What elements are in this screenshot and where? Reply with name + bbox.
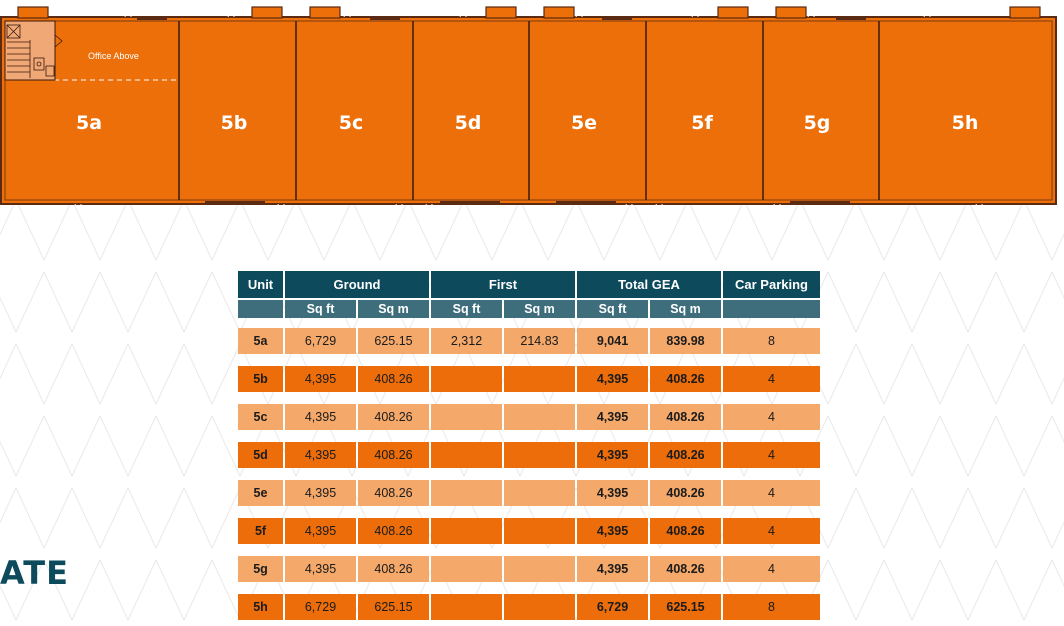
table-row xyxy=(238,366,820,392)
total-sqft-cell: 4,395 xyxy=(577,556,648,582)
header-total-gea: Total GEA xyxy=(577,271,721,298)
unit-cell: 5h xyxy=(238,594,283,620)
parking-cell: 4 xyxy=(723,518,820,544)
parking-cell: 4 xyxy=(723,366,820,392)
ground-sqm-cell: 408.26 xyxy=(358,518,429,544)
total-sqm-cell: 408.26 xyxy=(650,442,721,468)
parking-cell: 4 xyxy=(723,556,820,582)
parking-cell: 4 xyxy=(723,442,820,468)
parking-cell: 4 xyxy=(723,404,820,430)
table-row xyxy=(238,594,820,620)
unit-label-5b: 5b xyxy=(220,112,248,134)
ground-sqft-cell: 6,729 xyxy=(285,594,356,620)
ground-sqm-cell: 408.26 xyxy=(358,480,429,506)
floor-plan xyxy=(0,0,1064,215)
accommodation-schedule-table xyxy=(236,271,822,620)
ground-sqm-cell: 625.15 xyxy=(358,328,429,354)
total-sqm-cell: 408.26 xyxy=(650,366,721,392)
unit-cell: 5g xyxy=(238,556,283,582)
ground-sqft-cell: 4,395 xyxy=(285,404,356,430)
unit-cell: 5d xyxy=(238,442,283,468)
unit-cell: 5e xyxy=(238,480,283,506)
table-row xyxy=(238,328,820,354)
subheader-ground-sqft: Sq ft xyxy=(285,298,356,318)
header-ground: Ground xyxy=(285,271,429,298)
subheader-total-sqm: Sq m xyxy=(650,298,721,318)
unit-label-5a: 5a xyxy=(75,112,103,134)
parking-cell: 4 xyxy=(723,480,820,506)
subheader-blank xyxy=(238,298,283,318)
total-sqft-cell: 4,395 xyxy=(577,404,648,430)
header-car-parking: Car Parking xyxy=(723,271,820,298)
unit-label-5c: 5c xyxy=(338,112,364,134)
subheader-first-sqm: Sq m xyxy=(504,298,575,318)
total-sqft-cell: 4,395 xyxy=(577,442,648,468)
unit-cell: 5f xyxy=(238,518,283,544)
first-sqm-cell xyxy=(504,518,575,544)
total-sqm-cell: 408.26 xyxy=(650,404,721,430)
unit-label-5g: 5g xyxy=(803,112,831,134)
header-first: First xyxy=(431,271,575,298)
unit-label-5f: 5f xyxy=(691,112,713,134)
first-sqft-cell: 2,312 xyxy=(431,328,502,354)
first-sqft-cell xyxy=(431,366,502,392)
ground-sqft-cell: 6,729 xyxy=(285,328,356,354)
total-sqm-cell: 625.15 xyxy=(650,594,721,620)
unit-cell: 5a xyxy=(238,328,283,354)
ground-sqm-cell: 408.26 xyxy=(358,366,429,392)
unit-cell: 5c xyxy=(238,404,283,430)
first-sqm-cell xyxy=(504,404,575,430)
table-row xyxy=(238,556,820,582)
parking-cell: 8 xyxy=(723,594,820,620)
first-sqft-cell xyxy=(431,480,502,506)
first-sqft-cell xyxy=(431,442,502,468)
total-sqft-cell: 4,395 xyxy=(577,366,648,392)
first-sqft-cell xyxy=(431,518,502,544)
total-sqft-cell: 9,041 xyxy=(577,328,648,354)
ground-sqft-cell: 4,395 xyxy=(285,556,356,582)
unit-label-5d: 5d xyxy=(454,112,482,134)
header-unit: Unit xyxy=(238,271,283,298)
subheader-first-sqft: Sq ft xyxy=(431,298,502,318)
first-sqm-cell xyxy=(504,442,575,468)
unit-cell: 5b xyxy=(238,366,283,392)
estate-heading-fragment: ATE xyxy=(0,554,69,592)
total-sqm-cell: 839.98 xyxy=(650,328,721,354)
ground-sqm-cell: 625.15 xyxy=(358,594,429,620)
table-row xyxy=(238,442,820,468)
table-row xyxy=(238,480,820,506)
first-sqm-cell xyxy=(504,556,575,582)
ground-sqft-cell: 4,395 xyxy=(285,518,356,544)
subheader-ground-sqm: Sq m xyxy=(358,298,429,318)
ground-sqft-cell: 4,395 xyxy=(285,366,356,392)
total-sqft-cell: 4,395 xyxy=(577,518,648,544)
first-sqft-cell xyxy=(431,556,502,582)
ground-sqm-cell: 408.26 xyxy=(358,442,429,468)
office-above-label: Office Above xyxy=(88,51,139,61)
ground-sqm-cell: 408.26 xyxy=(358,404,429,430)
total-sqft-cell: 6,729 xyxy=(577,594,648,620)
first-sqm-cell xyxy=(504,366,575,392)
total-sqm-cell: 408.26 xyxy=(650,518,721,544)
ground-sqft-cell: 4,395 xyxy=(285,442,356,468)
parking-cell: 8 xyxy=(723,328,820,354)
ground-sqft-cell: 4,395 xyxy=(285,480,356,506)
ground-sqm-cell: 408.26 xyxy=(358,556,429,582)
table-row xyxy=(238,518,820,544)
first-sqft-cell xyxy=(431,594,502,620)
unit-label-5h: 5h xyxy=(951,112,979,134)
total-sqm-cell: 408.26 xyxy=(650,480,721,506)
first-sqm-cell xyxy=(504,480,575,506)
schedule-body xyxy=(238,318,820,620)
total-sqm-cell: 408.26 xyxy=(650,556,721,582)
unit-label-5e: 5e xyxy=(570,112,598,134)
first-sqm-cell: 214.83 xyxy=(504,328,575,354)
first-sqm-cell xyxy=(504,594,575,620)
first-sqft-cell xyxy=(431,404,502,430)
total-sqft-cell: 4,395 xyxy=(577,480,648,506)
subheader-parking-blank xyxy=(723,298,820,318)
table-row xyxy=(238,404,820,430)
subheader-total-sqft: Sq ft xyxy=(577,298,648,318)
